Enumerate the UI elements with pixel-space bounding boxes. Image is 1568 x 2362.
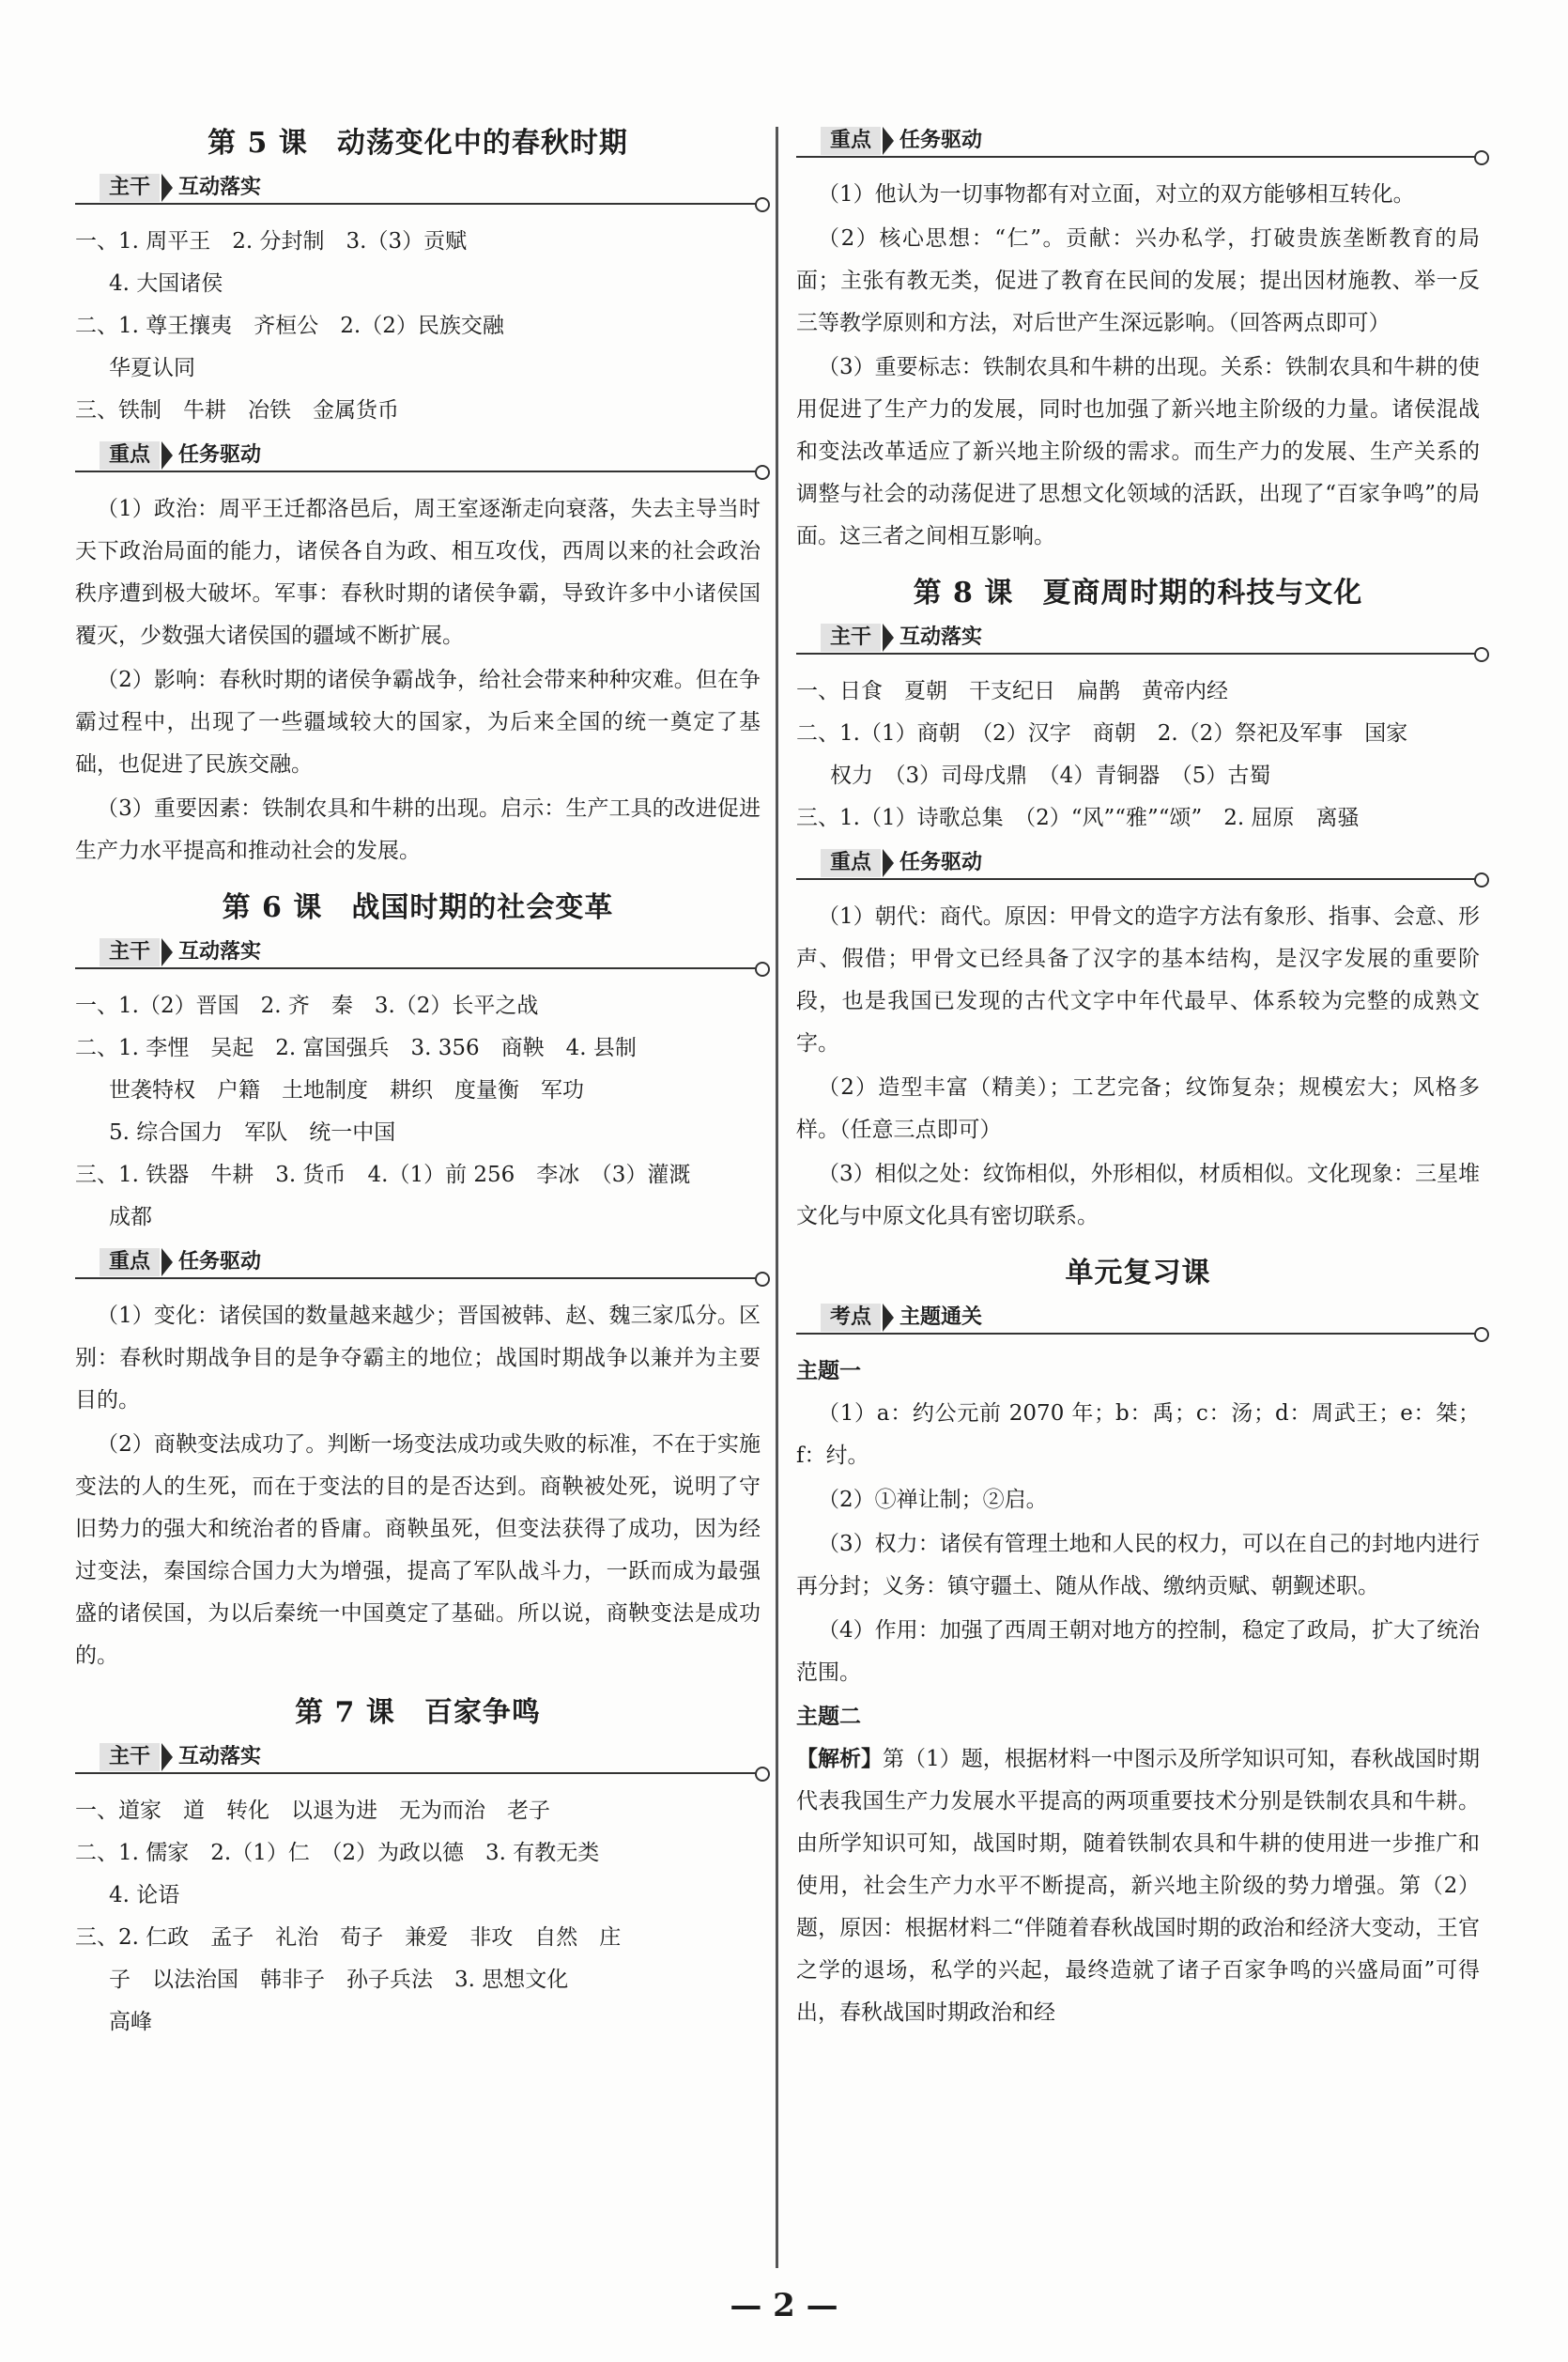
answer-list: 一、道家 道 转化 以退为进 无为而治 老子 二、1. 儒家 2.（1）仁 （2）为政以德 3. 有教无类 4. 论语 三、2. 仁政 孟子 礼治 荀子 兼爱 非攻 自然 庄 子 以法治国 韩非子 孙子兵法 3. 思想文化 高峰 — [75, 1799, 622, 2034]
paragraph: （4）作用：加强了西周王朝对地方的控制，稳定了政局，扩大了统治范围。 — [796, 1618, 1480, 1685]
answer-list: 一、日食 夏朝 干支纪日 扁鹊 黄帝内经 二、1.（1）商朝 （2）汉字 商朝 2.（2）祭祀及军事 国家 权力 （3）司母戊鼎 （4）青铜器 （5）古蜀 三、1.（1）诗歌总集 （2）“风”“雅”“颂” 2. 屈原 离骚 — [796, 679, 1408, 830]
paragraph: （2）核心思想：“仁”。贡献：兴办私学，打破贵族垄断教育的局面；主张有教无类，促进了教育在民间的发展；提出因材施教、举一反三等教学原则和方法，对后世产生深远影响。（回答两点即可） — [796, 226, 1480, 335]
paragraph: （1）朝代：商代。原因：甲骨文的造字方法有象形、指事、会意、形声、假借；甲骨文已经具备了汉字的基本结构，是汉字发展的重要阶段，也是我国已发现的古代文字中年代最早、体系较为完整的成熟文字。 — [796, 904, 1480, 1056]
paragraph: （1）他认为一切事物都有对立面，对立的双方能够相互转化。 — [818, 182, 1415, 207]
page-number: — 2 — — [730, 2287, 838, 2324]
arrow-icon — [883, 1304, 894, 1332]
arrow-icon — [161, 1248, 173, 1276]
topic-1-heading: 主题一 — [796, 1359, 861, 1383]
section-header-zhugan: 主干 互动落实 — [75, 1743, 761, 1777]
paragraph: （1）a：约公元前 2070 年；b：禹；c：汤；d：周武王；e：桀；f：纣。 — [796, 1401, 1480, 1468]
paragraph: （3）重要因素：铁制农具和牛耕的出现。启示：生产工具的改进促进生产力水平提高和推动社会的发展。 — [75, 796, 761, 863]
paragraph: （3）权力：诸侯有管理土地和人民的权力，可以在自己的封地内进行再分封；义务：镇守疆土、随从作战、缴纳贡赋、朝觐述职。 — [796, 1532, 1480, 1598]
paragraph: （2）①禅让制；②启。 — [818, 1488, 1048, 1512]
topic-2-heading: 主题二 — [796, 1705, 861, 1729]
section-header-zhongdian: 重点 任务驱动 — [75, 441, 761, 475]
section-header-zhongdian: 重点 任务驱动 — [796, 849, 1480, 883]
unit-review-title: 单元复习课 — [1065, 1257, 1211, 1289]
paragraph: （1）变化：诸侯国的数量越来越少；晋国被韩、赵、魏三家瓜分。区别：春秋时期战争目的是争夺霸主的地位；战国时期战争以兼并为主要目的。 — [75, 1304, 761, 1413]
paragraph: （3）重要标志：铁制农具和牛耕的出现。关系：铁制农具和牛耕的使用促进了生产力的发展，同时也加强了新兴地主阶级的力量。诸侯混战和变法改革适应了新兴地主阶级的需求。而生产力的发展、生产关系的调整与社会的动荡促进了思想文化领域的活跃，出现了“百家争鸣”的局面。这三者之间相互影响。 — [796, 355, 1480, 548]
lesson-6-title: 第 6 课 战国时期的社会变革 — [222, 891, 614, 924]
paragraph: （2）商鞅变法成功了。判断一场变法成功或失败的标准，不在于实施变法的人的生死，而在于变法的目的是否达到。商鞅被处死，说明了守旧势力的强大和统治者的昏庸。商鞅虽死，但变法获得了成功，因为经过变法，秦国综合国力大为增强，提高了军队战斗力，一跃而成为最强盛的诸侯国，为以后秦统一中国奠定了基础。所以说，商鞅变法是成功的。 — [75, 1432, 761, 1668]
section-header-zhugan: 主干 互动落实 — [75, 938, 761, 972]
lesson-8-title: 第 8 课 夏商周时期的科技与文化 — [913, 577, 1363, 610]
section-header-zhongdian: 重点 任务驱动 — [796, 127, 1480, 161]
answer-list: 一、1. 周平王 2. 分封制 3.（3）贡赋 4. 大国诸侯 二、1. 尊王攘夷 齐桓公 2.（2）民族交融 华夏认同 三、铁制 牛耕 冶铁 金属货币 — [75, 229, 504, 423]
arrow-icon — [883, 127, 894, 155]
arrow-icon — [161, 938, 173, 966]
analysis-paragraph: 【解析】第（1）题，根据材料一中图示及所学知识可知，春秋战国时期代表我国生产力发展水平提高的两项重要技术分别是铁制农具和牛耕。由所学知识可知，战国时期，随着铁制农具和牛耕的使用进一步推广和使用，社会生产力水平不断提高，新兴地主阶级的势力增强。第（2）题，原因：根据材料二“伴随着春秋战国时期的政治和经济大变动，王官之学的退场，私学的兴起，最终造就了诸子百家争鸣的兴盛局面”可得出，春秋战国时期政治和经 — [796, 1747, 1480, 2025]
column-divider — [776, 127, 778, 2268]
lesson-7-title: 第 7 课 百家争鸣 — [295, 1696, 541, 1729]
paragraph: （2）造型丰富（精美）；工艺完备；纹饰复杂；规模宏大；风格多样。（任意三点即可） — [796, 1075, 1480, 1142]
section-header-zhugan: 主干 互动落实 — [796, 624, 1480, 657]
section-header-zhugan: 主干 互动落实 — [75, 174, 761, 208]
arrow-icon — [161, 174, 173, 202]
lesson-5-title: 第 5 课 动荡变化中的春秋时期 — [208, 127, 628, 160]
arrow-icon — [883, 849, 894, 877]
paragraph: （2）影响：春秋时期的诸侯争霸战争，给社会带来种种灾难。但在争霸过程中，出现了一些疆域较大的国家，为后来全国的统一奠定了基础，也促进了民族交融。 — [75, 668, 761, 777]
answer-list: 一、1.（2）晋国 2. 齐 秦 3.（2）长平之战 二、1. 李悝 吴起 2. 富国强兵 3. 356 商鞅 4. 县制 世袭特权 户籍 土地制度 耕织 度量衡 军功 5. 综合国力 军队 统一中国 三、1. 铁器 牛耕 3. 货币 4.（1）前 256 李冰 （3）灌溉 成都 — [75, 994, 691, 1229]
analysis-label: 【解析】 — [796, 1747, 884, 1771]
arrow-icon — [161, 441, 173, 470]
section-header-kaodian: 考点 主题通关 — [796, 1304, 1480, 1337]
paragraph: （1）政治：周平王迁都洛邑后，周王室逐渐走向衰落，失去主导当时天下政治局面的能力，诸侯各自为政、相互攻伐，西周以来的社会政治秩序遭到极大破坏。军事：春秋时期的诸侯争霸，导致许多中小诸侯国覆灭，少数强大诸侯国的疆域不断扩展。 — [75, 497, 761, 648]
arrow-icon — [883, 624, 894, 652]
paragraph: （3）相似之处：纹饰相似，外形相似，材质相似。文化现象：三星堆文化与中原文化具有密切联系。 — [796, 1162, 1480, 1228]
arrow-icon — [161, 1743, 173, 1771]
section-header-zhongdian: 重点 任务驱动 — [75, 1248, 761, 1282]
right-column — [796, 108, 1480, 2036]
left-column — [75, 108, 761, 2044]
